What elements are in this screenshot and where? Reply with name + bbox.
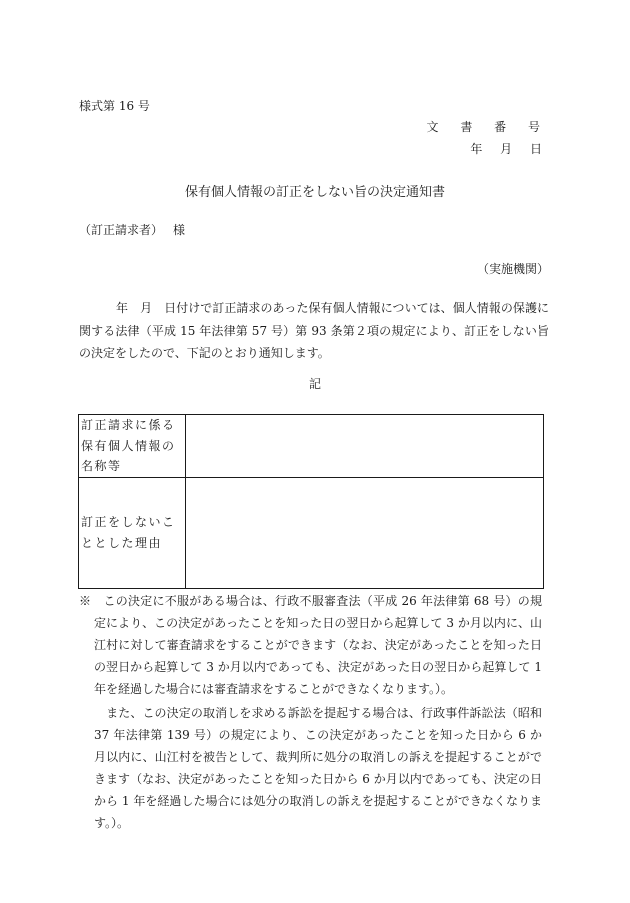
note-appeal: ※ この決定に不服がある場合は、行政不服審査法（平成 26 年法律第 68 号）の規定により、この決定があったことを知った日の翌日から起算して 3 か月以内に、山江村に対して審査請求をすることができます（なお、決定があったことを知った日の翌日から起算して 3 か月以内であっても、決定があった日の翌日から起算して 1 年を経過した場合には審査請求をすることができなくなります。）。 bbox=[79, 594, 542, 696]
form-number: 様式第 16 号 bbox=[79, 99, 150, 113]
issuing-agency: （実施機関） bbox=[476, 262, 549, 276]
document-title: 保有個人情報の訂正をしない旨の決定通知書 bbox=[184, 185, 445, 200]
notes-section bbox=[79, 590, 542, 834]
row-value-info-name bbox=[186, 415, 544, 478]
table-row bbox=[79, 415, 544, 478]
document-number-label: 文 書 番 号 bbox=[426, 120, 549, 134]
note-lawsuit-text: また、この決定の取消しを求める訴訟を提起する場合は、行政事件訴訟法（昭和 37 年法律第 139 号）の規定により、この決定があったことを知った日から 6 か月以内に、山江村を被告として、裁判所に処分の取消しの訴えを提起することができます（なお、決定があったことを知った日から 6 か月以内であっても、決定の日から 1 年を経過した場合には処分の取消しの訴えを提起することができなくなります。）。 bbox=[94, 706, 542, 830]
body-paragraph: 年 月 日付けで訂正請求のあった保有個人情報については、個人情報の保護に関する法律（平成 15 年法律第 57 号）第 93 条第２項の規定により、訂正をしない旨の決定をしたので、下記のとおり通知します。 bbox=[79, 301, 549, 360]
ki-heading: 記 bbox=[308, 377, 321, 391]
addressee-honorific: 様 bbox=[173, 223, 186, 237]
document-date-label: 年 月 日 bbox=[470, 142, 549, 156]
addressee bbox=[79, 221, 185, 238]
row-value-reason bbox=[186, 477, 544, 588]
detail-table bbox=[78, 414, 544, 589]
addressee-name: （訂正請求者） bbox=[79, 223, 164, 237]
row-label-reason: 訂正をしないこととした理由 bbox=[79, 477, 186, 588]
table-row bbox=[79, 477, 544, 588]
note-lawsuit bbox=[79, 702, 542, 834]
row-label-info-name: 訂正請求に係る保有個人情報の名称等 bbox=[79, 415, 186, 478]
